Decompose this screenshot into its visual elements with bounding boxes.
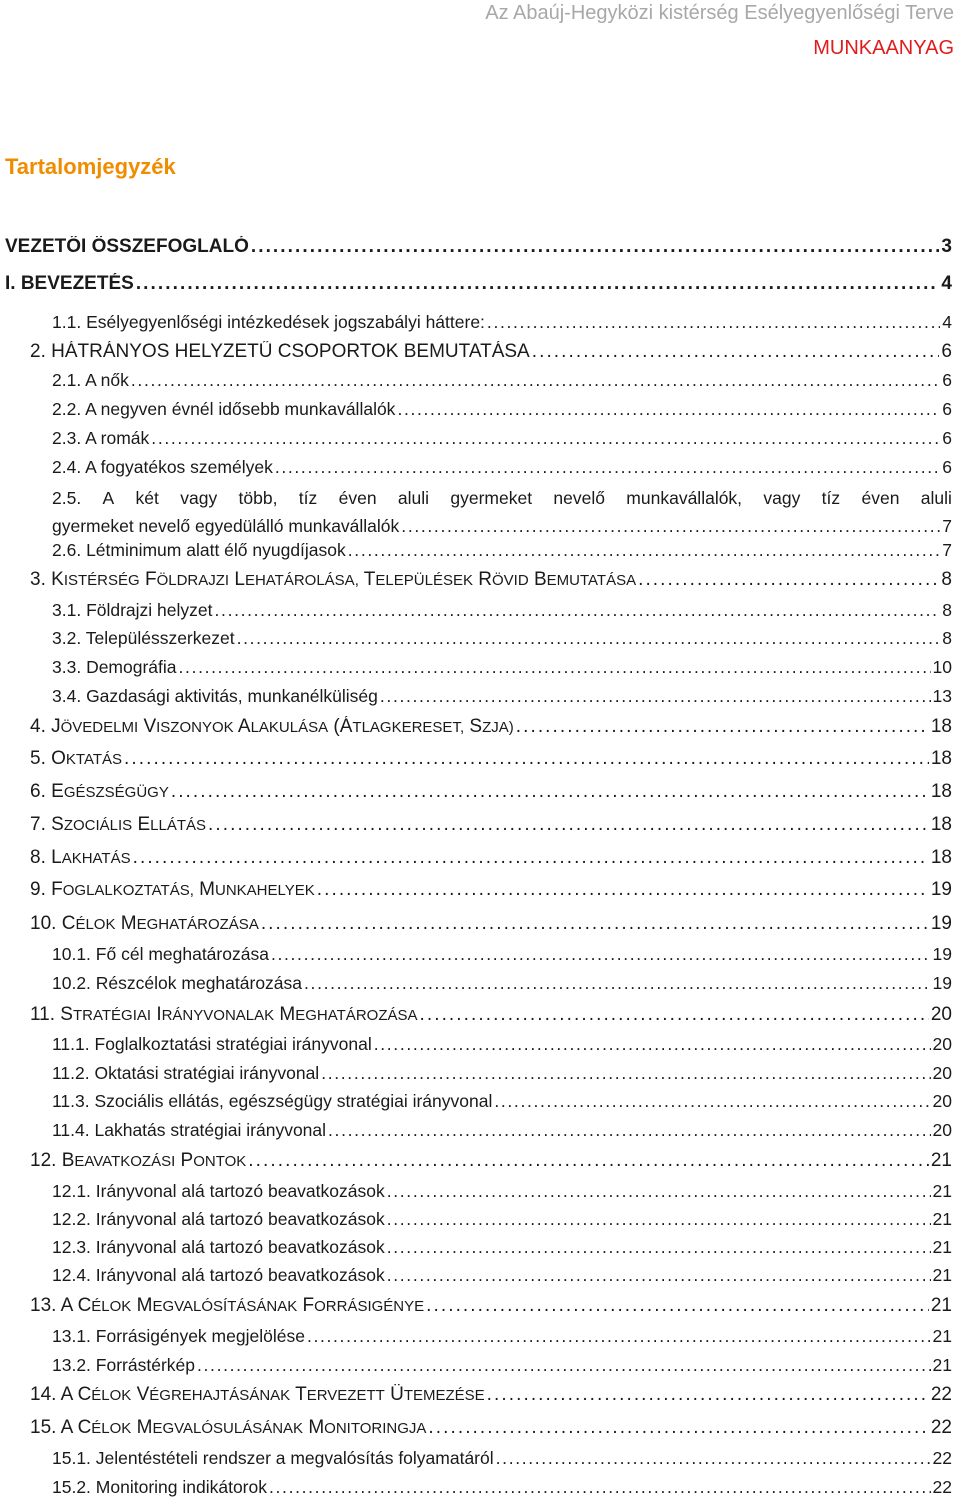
toc-entry-title [52, 540, 346, 561]
dot-leader [638, 569, 939, 591]
toc-entry-text: A romák [85, 428, 150, 448]
toc-entry-page: 13 [932, 686, 952, 706]
toc-entry[interactable] [5, 236, 952, 258]
toc-entry-text: EGÉSZSÉGÜGY [51, 781, 169, 802]
toc-entry-number: 3.3. [52, 657, 87, 677]
toc-entry-page: 21 [930, 1295, 952, 1316]
dot-leader [136, 273, 940, 295]
toc-entry-text: Szociális ellátás, egészségügy stratégiai irányvonal [94, 1091, 493, 1111]
toc-entry-title [52, 944, 269, 965]
toc-entry-title [52, 657, 177, 678]
toc-entry-page: 20 [932, 1063, 952, 1083]
toc-entry-title [30, 814, 206, 836]
dot-leader [151, 428, 940, 449]
dot-leader [487, 1384, 929, 1406]
dot-leader [380, 686, 931, 707]
toc-entry-number: 7. [30, 814, 52, 835]
dot-leader [197, 1355, 931, 1376]
toc-entry-title [52, 973, 302, 994]
toc-entry[interactable] [52, 1063, 952, 1084]
toc-entry-page: 20 [930, 1004, 952, 1025]
toc-entry-page: 18 [930, 716, 952, 737]
toc-entry-number: 2.2. [52, 399, 86, 419]
toc-entry[interactable] [30, 913, 952, 935]
toc-entry-number: 2.4. [52, 457, 86, 477]
dot-leader [387, 1209, 931, 1230]
dot-leader [171, 781, 929, 803]
dot-leader [124, 748, 929, 770]
toc-entry-title [30, 1150, 246, 1172]
dot-leader [516, 716, 929, 738]
dot-leader [215, 600, 941, 621]
toc-entry-page: 6 [942, 370, 952, 390]
toc-entry-page: 6 [942, 428, 952, 448]
toc-entry[interactable] [52, 686, 952, 707]
toc-entry-title [30, 748, 122, 770]
toc-entry-page: 19 [930, 879, 952, 900]
dot-leader [426, 1295, 929, 1317]
dot-leader [374, 1034, 931, 1055]
toc-entry-number: 11.2. [52, 1063, 95, 1083]
toc-entry-title [52, 457, 273, 478]
toc-entry-number: 4. [30, 716, 52, 737]
toc-entry-title [52, 628, 235, 649]
dot-leader [532, 341, 940, 363]
toc-entry-title [52, 399, 395, 420]
toc-entry-page: 22 [930, 1384, 952, 1405]
toc-entry-page: 21 [930, 1150, 952, 1171]
toc-entry-title: gyermeket nevelő egyedülálló munkavállalók [52, 516, 400, 536]
toc-entry-title [30, 913, 259, 935]
toc-entry[interactable] [52, 973, 952, 994]
toc-entry-title [52, 1181, 385, 1202]
toc-entry-number: 2.1. [52, 370, 86, 390]
toc-entry-page: 20 [932, 1120, 952, 1140]
toc-entry[interactable] [52, 600, 952, 621]
toc-entry-page: 21 [932, 1209, 952, 1229]
toc-entry-text: VEZETŐI ÖSSZEFOGLALÓ [5, 236, 249, 257]
toc-entry-number: 11.4. [52, 1120, 95, 1140]
toc-entry-number: 10.1. [52, 944, 96, 964]
toc-entry-number: 13. [30, 1295, 61, 1316]
toc-entry-page: 7 [942, 516, 952, 536]
toc-entry-title [30, 847, 131, 869]
dot-leader [387, 1237, 931, 1258]
toc-entry-number: 6. [30, 781, 52, 802]
toc-entry-title [5, 236, 249, 258]
toc-entry[interactable] [52, 1265, 952, 1286]
toc-entry-title [52, 1265, 385, 1286]
toc-entry-text: FOGLALKOZTATÁS, MUNKAHELYEK [51, 879, 315, 900]
toc-entry-text: Létminimum alatt élő nyugdíjasok [86, 540, 346, 560]
toc-entry[interactable] [52, 488, 952, 537]
toc-entry-text: Forrástérkép [95, 1355, 195, 1375]
toc-entry-text: Forrásigények megjelölése [95, 1326, 305, 1346]
toc-entry-page: 7 [942, 540, 952, 560]
toc-entry-title [30, 1417, 426, 1439]
dot-leader [328, 1120, 931, 1141]
dot-leader [321, 1063, 930, 1084]
toc-entry-text: KISTÉRSÉG FÖLDRAJZI LEHATÁROLÁSA, TELEPÜLÉSEK RÖVID BEMUTATÁSA [51, 569, 637, 590]
toc-entry-text: Gazdasági aktivitás, munkanélküliség [86, 686, 378, 706]
toc-entry-number: 15.2. [52, 1477, 96, 1497]
dot-leader [387, 1181, 931, 1202]
toc-entry-number: 11.3. [52, 1091, 95, 1111]
toc-entry[interactable] [30, 569, 952, 591]
document-title: Az Abaúj-Hegyközi kistérség Esélyegyenlőségi Terve [485, 2, 954, 24]
toc-entry[interactable] [30, 814, 952, 836]
toc-entry-page: 21 [932, 1265, 952, 1285]
toc-entry-page: 21 [932, 1237, 952, 1257]
toc-entry-word: tíz [298, 488, 318, 508]
toc-entry-number: 9. [30, 879, 52, 900]
toc-entry-number: 13.2. [52, 1355, 96, 1375]
toc-entry-word: tíz [821, 488, 841, 508]
dot-leader [248, 1150, 929, 1172]
toc-entry[interactable] [52, 944, 952, 965]
dot-leader [494, 1091, 930, 1112]
toc-entry-page: 19 [932, 973, 952, 993]
toc-entry-title [30, 341, 530, 363]
toc-entry-number: 15.1. [52, 1448, 96, 1468]
toc-entry-text: Irányvonal alá tartozó beavatkozások [95, 1237, 385, 1257]
toc-entry[interactable] [52, 399, 952, 420]
toc-entry-text: OKTATÁS [51, 748, 123, 769]
toc-entry-title [30, 781, 169, 803]
toc-entry-page: 6 [942, 399, 952, 419]
toc-entry-text: A CÉLOK MEGVALÓSÍTÁSÁNAK FORRÁSIGÉNYE [60, 1295, 425, 1316]
toc-entry-title [52, 428, 149, 449]
toc-entry-word: aluli [920, 488, 952, 508]
toc-entry-text: Demográfia [86, 657, 177, 677]
toc-entry-page: 21 [932, 1355, 952, 1375]
dot-leader [487, 312, 940, 333]
toc-entry[interactable] [30, 1384, 952, 1406]
toc-entry-text: Irányvonal alá tartozó beavatkozások [95, 1265, 385, 1285]
toc-entry-word: vagy [763, 488, 801, 508]
dot-leader [420, 1004, 929, 1026]
toc-entry-text: A fogyatékos személyek [85, 457, 273, 477]
toc-entry-number: 15. [30, 1417, 61, 1438]
toc-entry-title [5, 273, 134, 295]
toc-entry-title [52, 312, 485, 333]
toc-entry-page: 10 [932, 657, 952, 677]
toc-entry-text: BEAVATKOZÁSI PONTOK [61, 1150, 247, 1171]
toc-entry-word: vagy [180, 488, 218, 508]
toc-entry[interactable] [52, 1326, 952, 1347]
toc-entry-word: nevelő [553, 488, 605, 508]
toc-entry-title [30, 879, 315, 901]
toc-entry[interactable] [30, 341, 952, 363]
toc-entry-number: 11.1. [52, 1034, 95, 1054]
toc-entry[interactable] [30, 1150, 952, 1172]
toc-entry-number: 3.2. [52, 628, 86, 648]
toc-entry-number: 2. [30, 341, 52, 362]
toc-entry-text: Monitoring indikátorok [95, 1477, 267, 1497]
toc-entry-page: 20 [932, 1091, 952, 1111]
toc-entry-number: 12.1. [52, 1181, 96, 1201]
dot-leader [428, 1417, 928, 1439]
toc-entry-number: 11. [30, 1004, 61, 1025]
dot-leader [261, 913, 929, 935]
toc-entry-text: A nők [85, 370, 129, 390]
toc-entry[interactable] [52, 1355, 952, 1376]
toc-entry-page: 21 [932, 1181, 952, 1201]
toc-entry-title [30, 569, 636, 591]
toc-entry-text: Földrajzi helyzet [86, 600, 213, 620]
toc-entry-text: A negyven évnél idősebb munkavállalók [85, 399, 396, 419]
dot-leader [304, 973, 931, 994]
toc-entry-title [52, 600, 213, 621]
toc-entry-title [52, 1477, 267, 1498]
toc-entry[interactable] [52, 657, 952, 678]
dot-leader [317, 879, 929, 901]
toc-entry-number: 8. [30, 847, 52, 868]
toc-entry[interactable] [52, 1448, 952, 1469]
toc-entry-number: 2.6. [52, 540, 87, 560]
toc-entry-number: 12.4. [52, 1265, 96, 1285]
toc-entry-word: A [102, 488, 115, 508]
toc-entry-title [52, 1063, 319, 1084]
dot-leader [208, 814, 929, 836]
toc-entry-number: 12. [30, 1150, 62, 1171]
dot-leader [275, 457, 940, 478]
toc-entry-page: 18 [930, 748, 952, 769]
toc-entry[interactable] [52, 1091, 952, 1112]
toc-entry-page: 22 [932, 1448, 952, 1468]
dot-leader [496, 1448, 931, 1469]
toc-entry-title [52, 1120, 326, 1141]
toc-entry-text: Fő cél meghatározása [95, 944, 269, 964]
toc-entry-word: 2.5. [52, 488, 82, 508]
toc-entry[interactable] [52, 312, 952, 333]
toc-entry-number: 12.3. [52, 1237, 96, 1257]
toc-entry[interactable] [5, 273, 952, 295]
dot-leader [387, 1265, 931, 1286]
toc-entry-title [52, 370, 129, 391]
toc-entry-number: 10. [30, 913, 62, 934]
toc-entry[interactable] [52, 628, 952, 649]
toc-entry-text: Lakhatás stratégiai irányvonal [94, 1120, 327, 1140]
dot-leader [307, 1326, 931, 1347]
toc-entry[interactable] [30, 748, 952, 770]
toc-entry-title [52, 1091, 492, 1112]
toc-entry-text: Foglalkoztatási stratégiai irányvonal [94, 1034, 372, 1054]
dot-leader [397, 399, 940, 420]
toc-entry-number: 5. [30, 748, 52, 769]
toc-entry-number: 12.2. [52, 1209, 96, 1229]
toc-entry-text: A CÉLOK VÉGREHAJTÁSÁNAK TERVEZETT ÜTEMEZÉSE [60, 1384, 485, 1405]
toc-entry-page: 22 [930, 1417, 952, 1438]
toc-entry[interactable] [30, 716, 952, 738]
toc-entry-text: A CÉLOK MEGVALÓSULÁSÁNAK MONITORINGJA [60, 1417, 427, 1438]
toc-entry-number: 2.3. [52, 428, 86, 448]
toc-entry-text: Esélyegyenlőségi intézkedések jogszabályi háttere: [86, 312, 485, 332]
toc-entry-text: LAKHATÁS [51, 847, 131, 868]
dot-leader [271, 944, 931, 965]
toc-entry[interactable] [52, 428, 952, 449]
toc-entry-page: 8 [942, 628, 952, 648]
toc-entry-number: 3.4. [52, 686, 87, 706]
toc-entry-page: 4 [941, 273, 952, 294]
toc-entry-word: gyermeket [450, 488, 533, 508]
toc-entry-title [52, 1034, 372, 1055]
dot-leader [131, 370, 940, 391]
toc-entry-word: több, [238, 488, 278, 508]
toc-entry-word: aluli [397, 488, 430, 508]
toc-entry-text: SZOCIÁLIS ELLÁTÁS [51, 814, 207, 835]
toc-entry-number: 3.1. [52, 600, 87, 620]
toc-entry-page: 3 [941, 236, 952, 257]
dot-leader [179, 657, 931, 678]
toc-entry-page: 8 [941, 569, 952, 590]
dot-leader [133, 847, 929, 869]
draft-label: MUNKAANYAG [813, 37, 954, 59]
toc-entry-page: 18 [930, 781, 952, 802]
toc-entry-page: 19 [932, 944, 952, 964]
toc-entry-text: Irányvonal alá tartozó beavatkozások [95, 1209, 385, 1229]
dot-leader [237, 628, 941, 649]
toc-entry-number: 3. [30, 569, 52, 590]
toc-entry-word: munkavállalók, [626, 488, 743, 508]
toc-heading: Tartalomjegyzék [5, 154, 176, 179]
toc-entry[interactable] [52, 1237, 952, 1258]
toc-entry[interactable] [52, 457, 952, 478]
toc-entry-title [30, 1384, 485, 1406]
toc-entry-page: 21 [932, 1326, 952, 1346]
toc-entry-text: CÉLOK MEGHATÁROZÁSA [61, 913, 259, 934]
toc-entry-page: 18 [930, 847, 952, 868]
toc-entry-text: Oktatási stratégiai irányvonal [94, 1063, 320, 1083]
toc-entry[interactable] [52, 1181, 952, 1202]
toc-entry[interactable] [52, 1477, 952, 1498]
toc-entry-page: 4 [942, 312, 952, 332]
dot-leader [269, 1477, 931, 1498]
toc-entry-page: 22 [932, 1477, 952, 1497]
toc-entry[interactable] [30, 879, 952, 901]
toc-entry-word: két [135, 488, 159, 508]
toc-entry-page: 19 [930, 913, 952, 934]
toc-entry[interactable] [52, 370, 952, 391]
toc-entry-text: Részcélok meghatározása [95, 973, 303, 993]
toc-entry[interactable] [30, 1295, 952, 1317]
toc-entry-text: Jelentéstételi rendszer a megvalósítás folyamatáról [95, 1448, 494, 1468]
toc-entry-title [52, 1355, 195, 1376]
toc-entry-title [52, 1326, 305, 1347]
toc-entry-title [30, 1004, 418, 1026]
toc-entry[interactable] [30, 847, 952, 869]
toc-entry-number: 13.1. [52, 1326, 96, 1346]
toc-entry-text: STRATÉGIAI IRÁNYVONALAK MEGHATÁROZÁSA [60, 1004, 418, 1025]
dot-leader [348, 540, 940, 561]
toc-entry-title [30, 1295, 424, 1317]
toc-entry[interactable] [52, 1034, 952, 1055]
toc-entry-text: HÁTRÁNYOS HELYZETŰ CSOPORTOK BEMUTATÁSA [51, 341, 530, 362]
toc-entry-number: 14. [30, 1384, 61, 1405]
toc-entry-title [52, 686, 378, 707]
toc-entry-title [30, 716, 514, 738]
toc-entry[interactable] [30, 1004, 952, 1026]
toc-entry[interactable] [30, 781, 952, 803]
toc-entry[interactable] [52, 1120, 952, 1141]
toc-entry-title [52, 1209, 385, 1230]
dot-leader [401, 516, 940, 537]
toc-entry-title [52, 1237, 385, 1258]
toc-entry-page: 18 [930, 814, 952, 835]
toc-entry-page: 6 [941, 341, 952, 362]
toc-entry-text: Településszerkezet [85, 628, 235, 648]
toc-entry-page: 6 [942, 457, 952, 477]
toc-entry-text: Irányvonal alá tartozó beavatkozások [95, 1181, 385, 1201]
dot-leader [251, 236, 940, 258]
toc-entry-word: éven [861, 488, 900, 508]
toc-entry-page: 8 [942, 600, 952, 620]
toc-entry-number: 10.2. [52, 973, 96, 993]
toc-entry[interactable] [52, 540, 952, 561]
toc-entry[interactable] [52, 1209, 952, 1230]
toc-entry-page: 20 [932, 1034, 952, 1054]
toc-entry-text: I. BEVEZETÉS [5, 273, 134, 294]
toc-entry[interactable] [30, 1417, 952, 1439]
toc-entry-number: 1.1. [52, 312, 87, 332]
toc-entry-word: éven [338, 488, 377, 508]
toc-entry-title [52, 1448, 494, 1469]
toc-entry-text: JÖVEDELMI VISZONYOK ALAKULÁSA (ÁTLAGKERESET, SZJA) [51, 716, 514, 737]
